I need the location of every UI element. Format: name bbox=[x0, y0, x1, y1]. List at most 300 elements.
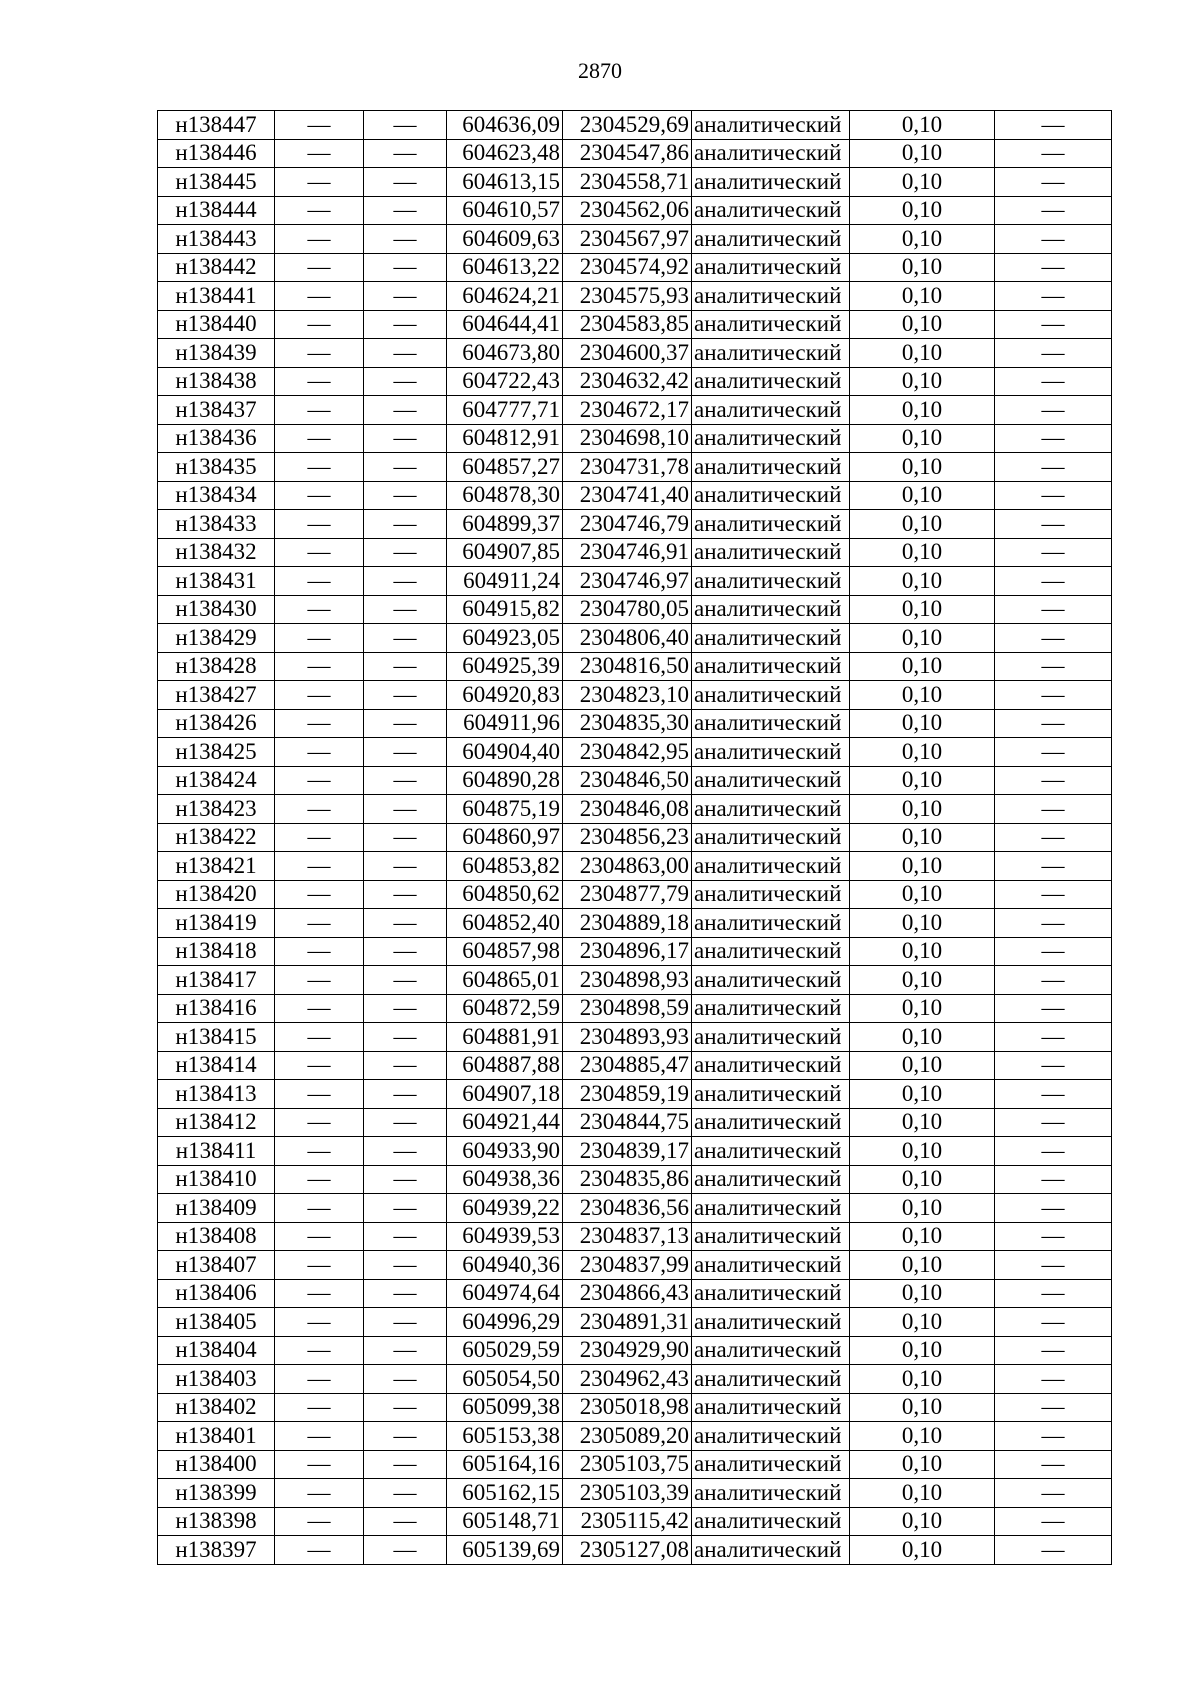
x-coordinate-cell: 604812,91 bbox=[447, 424, 563, 453]
table-row bbox=[158, 909, 1112, 938]
dash-cell: — bbox=[995, 1308, 1112, 1337]
dash-cell: — bbox=[995, 1422, 1112, 1451]
method-cell: аналитический bbox=[692, 567, 850, 596]
dash-cell: — bbox=[275, 1051, 364, 1080]
method-cell: аналитический bbox=[692, 1108, 850, 1137]
point-name-cell: н138420 bbox=[158, 880, 275, 909]
dash-cell: — bbox=[364, 909, 447, 938]
y-coordinate-cell: 2304746,91 bbox=[563, 538, 692, 567]
accuracy-cell: 0,10 bbox=[850, 225, 995, 254]
table-row bbox=[158, 624, 1112, 653]
y-coordinate-cell: 2304567,97 bbox=[563, 225, 692, 254]
dash-cell: — bbox=[275, 168, 364, 197]
point-name-cell: н138444 bbox=[158, 196, 275, 225]
dash-cell: — bbox=[995, 196, 1112, 225]
dash-cell: — bbox=[995, 1507, 1112, 1536]
dash-cell: — bbox=[995, 852, 1112, 881]
table-row bbox=[158, 196, 1112, 225]
method-cell: аналитический bbox=[692, 909, 850, 938]
dash-cell: — bbox=[275, 1137, 364, 1166]
accuracy-cell: 0,10 bbox=[850, 738, 995, 767]
y-coordinate-cell: 2304866,43 bbox=[563, 1279, 692, 1308]
dash-cell: — bbox=[364, 738, 447, 767]
page-number: 2870 bbox=[578, 58, 622, 83]
dash-cell: — bbox=[995, 624, 1112, 653]
point-name-cell: н138408 bbox=[158, 1222, 275, 1251]
accuracy-cell: 0,10 bbox=[850, 880, 995, 909]
point-name-cell: н138418 bbox=[158, 937, 275, 966]
method-cell: аналитический bbox=[692, 1479, 850, 1508]
point-name-cell: н138426 bbox=[158, 709, 275, 738]
dash-cell: — bbox=[275, 111, 364, 140]
dash-cell: — bbox=[364, 1194, 447, 1223]
table-row bbox=[158, 282, 1112, 311]
dash-cell: — bbox=[275, 282, 364, 311]
point-name-cell: н138430 bbox=[158, 595, 275, 624]
accuracy-cell: 0,10 bbox=[850, 367, 995, 396]
x-coordinate-cell: 604609,63 bbox=[447, 225, 563, 254]
point-name-cell: н138399 bbox=[158, 1479, 275, 1508]
dash-cell: — bbox=[275, 681, 364, 710]
point-name-cell: н138398 bbox=[158, 1507, 275, 1536]
x-coordinate-cell: 604777,71 bbox=[447, 396, 563, 425]
accuracy-cell: 0,10 bbox=[850, 139, 995, 168]
dash-cell: — bbox=[364, 1308, 447, 1337]
dash-cell: — bbox=[275, 424, 364, 453]
table-row bbox=[158, 1536, 1112, 1565]
y-coordinate-cell: 2305089,20 bbox=[563, 1422, 692, 1451]
y-coordinate-cell: 2304929,90 bbox=[563, 1336, 692, 1365]
method-cell: аналитический bbox=[692, 1165, 850, 1194]
dash-cell: — bbox=[995, 538, 1112, 567]
accuracy-cell: 0,10 bbox=[850, 1222, 995, 1251]
point-name-cell: н138434 bbox=[158, 481, 275, 510]
table-row bbox=[158, 738, 1112, 767]
table-row bbox=[158, 652, 1112, 681]
dash-cell: — bbox=[995, 225, 1112, 254]
x-coordinate-cell: 604933,90 bbox=[447, 1137, 563, 1166]
table-row bbox=[158, 681, 1112, 710]
accuracy-cell: 0,10 bbox=[850, 1165, 995, 1194]
dash-cell: — bbox=[275, 766, 364, 795]
accuracy-cell: 0,10 bbox=[850, 1422, 995, 1451]
dash-cell: — bbox=[995, 481, 1112, 510]
dash-cell: — bbox=[995, 994, 1112, 1023]
dash-cell: — bbox=[364, 196, 447, 225]
dash-cell: — bbox=[995, 253, 1112, 282]
dash-cell: — bbox=[364, 624, 447, 653]
dash-cell: — bbox=[995, 168, 1112, 197]
point-name-cell: н138422 bbox=[158, 823, 275, 852]
x-coordinate-cell: 604881,91 bbox=[447, 1023, 563, 1052]
accuracy-cell: 0,10 bbox=[850, 1507, 995, 1536]
x-coordinate-cell: 605054,50 bbox=[447, 1365, 563, 1394]
table-row bbox=[158, 111, 1112, 140]
x-coordinate-cell: 604911,96 bbox=[447, 709, 563, 738]
point-name-cell: н138432 bbox=[158, 538, 275, 567]
method-cell: аналитический bbox=[692, 966, 850, 995]
table-row bbox=[158, 1336, 1112, 1365]
dash-cell: — bbox=[995, 310, 1112, 339]
method-cell: аналитический bbox=[692, 253, 850, 282]
table-row bbox=[158, 852, 1112, 881]
y-coordinate-cell: 2304575,93 bbox=[563, 282, 692, 311]
dash-cell: — bbox=[364, 396, 447, 425]
y-coordinate-cell: 2304816,50 bbox=[563, 652, 692, 681]
x-coordinate-cell: 604904,40 bbox=[447, 738, 563, 767]
accuracy-cell: 0,10 bbox=[850, 937, 995, 966]
accuracy-cell: 0,10 bbox=[850, 909, 995, 938]
x-coordinate-cell: 604872,59 bbox=[447, 994, 563, 1023]
x-coordinate-cell: 604996,29 bbox=[447, 1308, 563, 1337]
dash-cell: — bbox=[364, 225, 447, 254]
accuracy-cell: 0,10 bbox=[850, 111, 995, 140]
point-name-cell: н138416 bbox=[158, 994, 275, 1023]
table-row bbox=[158, 567, 1112, 596]
dash-cell: — bbox=[995, 937, 1112, 966]
table-row bbox=[158, 396, 1112, 425]
dash-cell: — bbox=[364, 1422, 447, 1451]
dash-cell: — bbox=[364, 1536, 447, 1565]
dash-cell: — bbox=[275, 909, 364, 938]
method-cell: аналитический bbox=[692, 937, 850, 966]
table-row bbox=[158, 1165, 1112, 1194]
y-coordinate-cell: 2304898,93 bbox=[563, 966, 692, 995]
point-name-cell: н138445 bbox=[158, 168, 275, 197]
x-coordinate-cell: 605139,69 bbox=[447, 1536, 563, 1565]
dash-cell: — bbox=[364, 1393, 447, 1422]
dash-cell: — bbox=[275, 966, 364, 995]
dash-cell: — bbox=[275, 339, 364, 368]
method-cell: аналитический bbox=[692, 282, 850, 311]
table-row bbox=[158, 1251, 1112, 1280]
dash-cell: — bbox=[364, 709, 447, 738]
y-coordinate-cell: 2304746,97 bbox=[563, 567, 692, 596]
dash-cell: — bbox=[364, 510, 447, 539]
method-cell: аналитический bbox=[692, 310, 850, 339]
dash-cell: — bbox=[275, 310, 364, 339]
y-coordinate-cell: 2304893,93 bbox=[563, 1023, 692, 1052]
method-cell: аналитический bbox=[692, 709, 850, 738]
y-coordinate-cell: 2304835,30 bbox=[563, 709, 692, 738]
y-coordinate-cell: 2305115,42 bbox=[563, 1507, 692, 1536]
dash-cell: — bbox=[995, 1222, 1112, 1251]
y-coordinate-cell: 2305103,39 bbox=[563, 1479, 692, 1508]
point-name-cell: н138425 bbox=[158, 738, 275, 767]
point-name-cell: н138397 bbox=[158, 1536, 275, 1565]
table-row bbox=[158, 766, 1112, 795]
point-name-cell: н138436 bbox=[158, 424, 275, 453]
table-row bbox=[158, 1108, 1112, 1137]
dash-cell: — bbox=[995, 738, 1112, 767]
y-coordinate-cell: 2304741,40 bbox=[563, 481, 692, 510]
x-coordinate-cell: 604624,21 bbox=[447, 282, 563, 311]
dash-cell: — bbox=[275, 196, 364, 225]
dash-cell: — bbox=[275, 595, 364, 624]
method-cell: аналитический bbox=[692, 681, 850, 710]
table-row bbox=[158, 937, 1112, 966]
accuracy-cell: 0,10 bbox=[850, 766, 995, 795]
dash-cell: — bbox=[995, 595, 1112, 624]
method-cell: аналитический bbox=[692, 424, 850, 453]
dash-cell: — bbox=[995, 453, 1112, 482]
dash-cell: — bbox=[995, 1080, 1112, 1109]
method-cell: аналитический bbox=[692, 339, 850, 368]
point-name-cell: н138428 bbox=[158, 652, 275, 681]
dash-cell: — bbox=[995, 1137, 1112, 1166]
dash-cell: — bbox=[364, 111, 447, 140]
dash-cell: — bbox=[275, 1336, 364, 1365]
dash-cell: — bbox=[364, 1479, 447, 1508]
dash-cell: — bbox=[364, 852, 447, 881]
point-name-cell: н138447 bbox=[158, 111, 275, 140]
method-cell: аналитический bbox=[692, 225, 850, 254]
y-coordinate-cell: 2304846,08 bbox=[563, 795, 692, 824]
dash-cell: — bbox=[995, 1279, 1112, 1308]
dash-cell: — bbox=[364, 1051, 447, 1080]
dash-cell: — bbox=[364, 681, 447, 710]
dash-cell: — bbox=[995, 1365, 1112, 1394]
point-name-cell: н138419 bbox=[158, 909, 275, 938]
x-coordinate-cell: 604853,82 bbox=[447, 852, 563, 881]
dash-cell: — bbox=[275, 367, 364, 396]
accuracy-cell: 0,10 bbox=[850, 1393, 995, 1422]
x-coordinate-cell: 604911,24 bbox=[447, 567, 563, 596]
y-coordinate-cell: 2304836,56 bbox=[563, 1194, 692, 1223]
dash-cell: — bbox=[995, 652, 1112, 681]
dash-cell: — bbox=[364, 339, 447, 368]
y-coordinate-cell: 2304780,05 bbox=[563, 595, 692, 624]
table-row bbox=[158, 1194, 1112, 1223]
dash-cell: — bbox=[995, 1536, 1112, 1565]
method-cell: аналитический bbox=[692, 367, 850, 396]
x-coordinate-cell: 604613,15 bbox=[447, 168, 563, 197]
table-row bbox=[158, 1023, 1112, 1052]
dash-cell: — bbox=[275, 880, 364, 909]
table-row bbox=[158, 510, 1112, 539]
dash-cell: — bbox=[364, 823, 447, 852]
dash-cell: — bbox=[364, 966, 447, 995]
dash-cell: — bbox=[364, 139, 447, 168]
x-coordinate-cell: 604939,22 bbox=[447, 1194, 563, 1223]
method-cell: аналитический bbox=[692, 624, 850, 653]
x-coordinate-cell: 604857,27 bbox=[447, 453, 563, 482]
point-name-cell: н138431 bbox=[158, 567, 275, 596]
method-cell: аналитический bbox=[692, 168, 850, 197]
method-cell: аналитический bbox=[692, 1507, 850, 1536]
accuracy-cell: 0,10 bbox=[850, 538, 995, 567]
dash-cell: — bbox=[995, 1479, 1112, 1508]
point-name-cell: н138413 bbox=[158, 1080, 275, 1109]
dash-cell: — bbox=[364, 538, 447, 567]
x-coordinate-cell: 605029,59 bbox=[447, 1336, 563, 1365]
y-coordinate-cell: 2304846,50 bbox=[563, 766, 692, 795]
dash-cell: — bbox=[275, 1279, 364, 1308]
x-coordinate-cell: 605153,38 bbox=[447, 1422, 563, 1451]
table-row bbox=[158, 1279, 1112, 1308]
point-name-cell: н138411 bbox=[158, 1137, 275, 1166]
dash-cell: — bbox=[364, 367, 447, 396]
dash-cell: — bbox=[364, 595, 447, 624]
dash-cell: — bbox=[995, 795, 1112, 824]
dash-cell: — bbox=[275, 1165, 364, 1194]
point-name-cell: н138405 bbox=[158, 1308, 275, 1337]
point-name-cell: н138402 bbox=[158, 1393, 275, 1422]
point-name-cell: н138403 bbox=[158, 1365, 275, 1394]
dash-cell: — bbox=[995, 367, 1112, 396]
method-cell: аналитический bbox=[692, 1251, 850, 1280]
accuracy-cell: 0,10 bbox=[850, 1450, 995, 1479]
point-name-cell: н138424 bbox=[158, 766, 275, 795]
accuracy-cell: 0,10 bbox=[850, 681, 995, 710]
point-name-cell: н138438 bbox=[158, 367, 275, 396]
point-name-cell: н138406 bbox=[158, 1279, 275, 1308]
accuracy-cell: 0,10 bbox=[850, 1336, 995, 1365]
dash-cell: — bbox=[995, 966, 1112, 995]
accuracy-cell: 0,10 bbox=[850, 624, 995, 653]
table-row bbox=[158, 1308, 1112, 1337]
point-name-cell: н138400 bbox=[158, 1450, 275, 1479]
x-coordinate-cell: 604644,41 bbox=[447, 310, 563, 339]
dash-cell: — bbox=[364, 310, 447, 339]
table-row bbox=[158, 1222, 1112, 1251]
accuracy-cell: 0,10 bbox=[850, 453, 995, 482]
dash-cell: — bbox=[275, 1080, 364, 1109]
accuracy-cell: 0,10 bbox=[850, 994, 995, 1023]
method-cell: аналитический bbox=[692, 196, 850, 225]
dash-cell: — bbox=[275, 652, 364, 681]
point-name-cell: н138417 bbox=[158, 966, 275, 995]
table-row bbox=[158, 709, 1112, 738]
point-name-cell: н138442 bbox=[158, 253, 275, 282]
accuracy-cell: 0,10 bbox=[850, 310, 995, 339]
dash-cell: — bbox=[275, 994, 364, 1023]
dash-cell: — bbox=[364, 453, 447, 482]
dash-cell: — bbox=[995, 909, 1112, 938]
dash-cell: — bbox=[364, 1365, 447, 1394]
table-row bbox=[158, 880, 1112, 909]
x-coordinate-cell: 604921,44 bbox=[447, 1108, 563, 1137]
dash-cell: — bbox=[995, 1165, 1112, 1194]
x-coordinate-cell: 605148,71 bbox=[447, 1507, 563, 1536]
dash-cell: — bbox=[275, 481, 364, 510]
dash-cell: — bbox=[275, 937, 364, 966]
method-cell: аналитический bbox=[692, 1422, 850, 1451]
table-row bbox=[158, 994, 1112, 1023]
dash-cell: — bbox=[995, 1051, 1112, 1080]
x-coordinate-cell: 604939,53 bbox=[447, 1222, 563, 1251]
dash-cell: — bbox=[364, 937, 447, 966]
table-row bbox=[158, 225, 1112, 254]
point-name-cell: н138415 bbox=[158, 1023, 275, 1052]
dash-cell: — bbox=[275, 453, 364, 482]
dash-cell: — bbox=[364, 1137, 447, 1166]
point-name-cell: н138433 bbox=[158, 510, 275, 539]
accuracy-cell: 0,10 bbox=[850, 282, 995, 311]
y-coordinate-cell: 2304547,86 bbox=[563, 139, 692, 168]
dash-cell: — bbox=[275, 1251, 364, 1280]
dash-cell: — bbox=[364, 994, 447, 1023]
x-coordinate-cell: 604852,40 bbox=[447, 909, 563, 938]
method-cell: аналитический bbox=[692, 481, 850, 510]
x-coordinate-cell: 604865,01 bbox=[447, 966, 563, 995]
table-row bbox=[158, 1422, 1112, 1451]
method-cell: аналитический bbox=[692, 1080, 850, 1109]
table-row bbox=[158, 168, 1112, 197]
dash-cell: — bbox=[995, 139, 1112, 168]
dash-cell: — bbox=[995, 1194, 1112, 1223]
point-name-cell: н138439 bbox=[158, 339, 275, 368]
method-cell: аналитический bbox=[692, 1137, 850, 1166]
method-cell: аналитический bbox=[692, 1536, 850, 1565]
y-coordinate-cell: 2304891,31 bbox=[563, 1308, 692, 1337]
y-coordinate-cell: 2304529,69 bbox=[563, 111, 692, 140]
accuracy-cell: 0,10 bbox=[850, 1479, 995, 1508]
y-coordinate-cell: 2304898,59 bbox=[563, 994, 692, 1023]
accuracy-cell: 0,10 bbox=[850, 168, 995, 197]
point-name-cell: н138437 bbox=[158, 396, 275, 425]
x-coordinate-cell: 604636,09 bbox=[447, 111, 563, 140]
y-coordinate-cell: 2304837,99 bbox=[563, 1251, 692, 1280]
point-name-cell: н138404 bbox=[158, 1336, 275, 1365]
method-cell: аналитический bbox=[692, 1365, 850, 1394]
y-coordinate-cell: 2304672,17 bbox=[563, 396, 692, 425]
y-coordinate-cell: 2305018,98 bbox=[563, 1393, 692, 1422]
dash-cell: — bbox=[364, 1336, 447, 1365]
method-cell: аналитический bbox=[692, 510, 850, 539]
y-coordinate-cell: 2304600,37 bbox=[563, 339, 692, 368]
x-coordinate-cell: 604920,83 bbox=[447, 681, 563, 710]
dash-cell: — bbox=[995, 766, 1112, 795]
accuracy-cell: 0,10 bbox=[850, 709, 995, 738]
x-coordinate-cell: 604857,98 bbox=[447, 937, 563, 966]
x-coordinate-cell: 604623,48 bbox=[447, 139, 563, 168]
dash-cell: — bbox=[275, 1507, 364, 1536]
y-coordinate-cell: 2304837,13 bbox=[563, 1222, 692, 1251]
accuracy-cell: 0,10 bbox=[850, 1365, 995, 1394]
dash-cell: — bbox=[275, 396, 364, 425]
table-row bbox=[158, 481, 1112, 510]
dash-cell: — bbox=[364, 168, 447, 197]
method-cell: аналитический bbox=[692, 1222, 850, 1251]
dash-cell: — bbox=[995, 709, 1112, 738]
method-cell: аналитический bbox=[692, 1023, 850, 1052]
table-row bbox=[158, 1393, 1112, 1422]
y-coordinate-cell: 2304856,23 bbox=[563, 823, 692, 852]
method-cell: аналитический bbox=[692, 1308, 850, 1337]
dash-cell: — bbox=[364, 1251, 447, 1280]
point-name-cell: н138429 bbox=[158, 624, 275, 653]
table-row bbox=[158, 339, 1112, 368]
point-name-cell: н138410 bbox=[158, 1165, 275, 1194]
method-cell: аналитический bbox=[692, 852, 850, 881]
dash-cell: — bbox=[995, 339, 1112, 368]
table-row bbox=[158, 1450, 1112, 1479]
x-coordinate-cell: 604899,37 bbox=[447, 510, 563, 539]
y-coordinate-cell: 2304632,42 bbox=[563, 367, 692, 396]
x-coordinate-cell: 604940,36 bbox=[447, 1251, 563, 1280]
dash-cell: — bbox=[275, 1365, 364, 1394]
y-coordinate-cell: 2305103,75 bbox=[563, 1450, 692, 1479]
dash-cell: — bbox=[364, 1023, 447, 1052]
table-row bbox=[158, 823, 1112, 852]
point-name-cell: н138443 bbox=[158, 225, 275, 254]
y-coordinate-cell: 2304731,78 bbox=[563, 453, 692, 482]
method-cell: аналитический bbox=[692, 453, 850, 482]
table-row bbox=[158, 1137, 1112, 1166]
method-cell: аналитический bbox=[692, 538, 850, 567]
accuracy-cell: 0,10 bbox=[850, 595, 995, 624]
